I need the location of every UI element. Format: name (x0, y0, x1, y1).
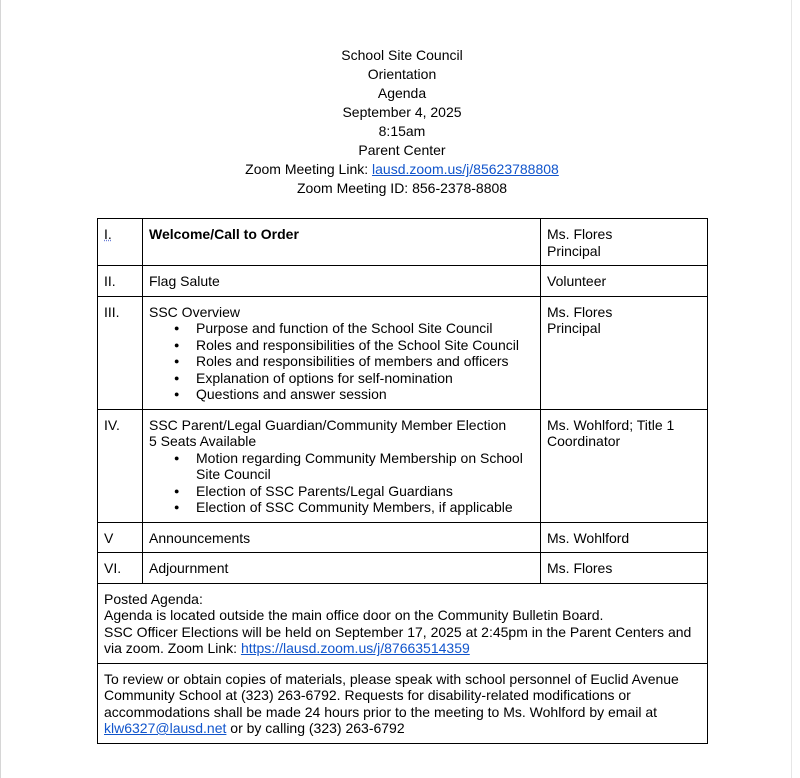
bullet-item: ● Roles and responsibilities of the School Site Council (196, 337, 534, 354)
zoom-link-line (0, 160, 800, 179)
posted-agenda-row (98, 583, 708, 663)
agenda-table (97, 218, 708, 744)
council-title: School Site Council (341, 47, 463, 63)
presenter-role: Principal (547, 242, 601, 259)
posted-agenda-location: Agenda is located outside the main office door on the Community Bulletin Board. (104, 607, 604, 623)
item-title: Adjournment (143, 553, 541, 584)
item-details (143, 409, 541, 522)
presenter-role: Principal (547, 320, 601, 336)
item-number: IV. (98, 409, 143, 522)
item-presenter: Ms. Wohlford; Title 1 Coordinator (541, 409, 708, 522)
officer-elections-text: SSC Officer Elections will be held on September 17, 2025 at 2:45pm in the Parent Centers and via zoom. Zoom Link: (104, 623, 692, 656)
item-number: V (98, 522, 143, 553)
notice-text: To review or obtain copies of materials, please speak with school personnel of Euclid Avenue Community School at (323) 263-6792. Requests for disability-related modifications or accommodations shall be made 24 hours prior to the meeting to Ms. Wohlford by email at (104, 670, 679, 720)
meeting-location: Parent Center (358, 142, 446, 158)
presenter-name: Ms. Flores (547, 303, 613, 320)
posted-agenda-heading: Posted Agenda: (104, 590, 203, 607)
item-presenter: Ms. Flores (541, 553, 708, 584)
bullet-item: ● Roles and responsibilities of members and officers (196, 353, 534, 370)
item-presenter: Ms. Wohlford (541, 522, 708, 553)
notice-tail: or by calling (323) 263-6792 (226, 720, 405, 736)
notice-cell (98, 663, 708, 743)
bullet-item: ● Motion regarding Community Membership on School Site Council (196, 450, 534, 483)
agenda-header (0, 46, 800, 198)
item-number: VI. (98, 553, 143, 584)
item-presenter (541, 296, 708, 409)
bullet-item: ● Purpose and function of the School Site Council (196, 320, 534, 337)
meeting-date: September 4, 2025 (342, 104, 462, 120)
item-number (98, 219, 143, 266)
item-title: SSC Parent/Legal Guardian/Community Member Election (149, 416, 507, 433)
item-details (143, 296, 541, 409)
posted-agenda-cell (98, 583, 708, 663)
item-number: II. (98, 266, 143, 297)
elections-zoom-link[interactable]: https://lausd.zoom.us/j/87663514359 (240, 640, 470, 656)
bullet-item: ● Explanation of options for self-nomination (196, 370, 534, 387)
zoom-link-label: Zoom Meeting Link: (245, 161, 373, 177)
zoom-meeting-id: Zoom Meeting ID: 856-2378-8808 (296, 180, 508, 196)
item-bullet-list (149, 320, 534, 403)
bullet-item: ● Questions and answer session (196, 386, 534, 403)
agenda-row (98, 266, 708, 297)
bullet-item: ● Election of SSC Parents/Legal Guardians (196, 483, 534, 500)
agenda-row (98, 409, 708, 522)
item-title: Welcome/Call to Order (143, 219, 541, 266)
notice-row (98, 663, 708, 743)
meeting-subtitle: Orientation (367, 66, 437, 82)
zoom-meeting-link[interactable]: lausd.zoom.us/j/85623788808 (372, 161, 559, 177)
item-presenter (541, 219, 708, 266)
agenda-row (98, 522, 708, 553)
document-type: Agenda (377, 85, 427, 101)
item-subtitle: 5 Seats Available (149, 433, 257, 449)
agenda-row (98, 553, 708, 584)
item-title: SSC Overview (149, 303, 241, 320)
item-number-text: I. (104, 226, 112, 242)
item-presenter: Volunteer (541, 266, 708, 297)
meeting-time: 8:15am (378, 123, 426, 139)
item-title: Announcements (143, 522, 541, 553)
item-number: III. (98, 296, 143, 409)
presenter-name: Ms. Flores (547, 226, 613, 242)
bullet-item: ● Election of SSC Community Members, if applicable (196, 499, 534, 516)
agenda-row (98, 296, 708, 409)
item-title: Flag Salute (143, 266, 541, 297)
item-bullet-list (149, 450, 534, 516)
contact-email-link[interactable]: klw6327@lausd.net (104, 720, 227, 736)
agenda-row (98, 219, 708, 266)
